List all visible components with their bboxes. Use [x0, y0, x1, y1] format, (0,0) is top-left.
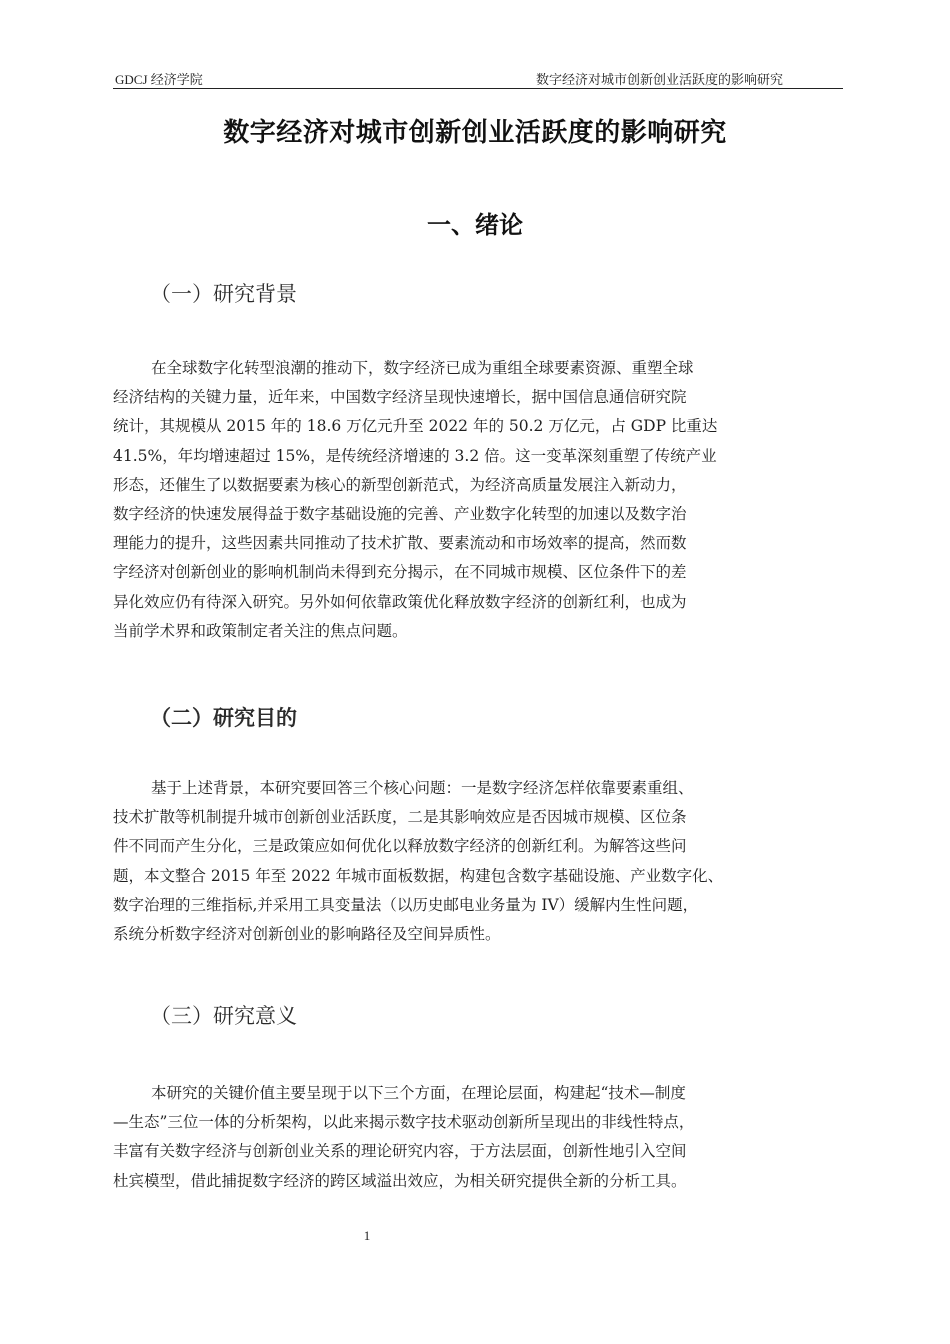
paragraph-line: 当前学术界和政策制定者关注的焦点问题。	[113, 621, 408, 640]
document-title: 数字经济对城市创新创业活跃度的影响研究	[223, 118, 727, 148]
paragraph-line: 理能力的提升，这些因素共同推动了技术扩散、要素流动和市场效率的提高，然而数	[113, 534, 687, 553]
header-right-text: 数字经济对城市创新创业活跃度的影响研究	[535, 72, 783, 87]
header-left-text: GDCJ 经济学院	[115, 72, 203, 87]
section-body-significance	[113, 1079, 837, 1196]
paragraph-line: 数字治理的三维指标,并采用工具变量法（以历史邮电业务量为 IV）缓解内生性问题，	[113, 895, 699, 914]
paragraph-line: 41.5%，年均增速超过 15%，是传统经济增速的 3.2 倍。这一变革深刻重塑了传统产业	[113, 446, 717, 465]
paragraph-line: 经济结构的关键力量，近年来，中国数字经济呈现快速增长，据中国信息通信研究院	[113, 388, 687, 407]
paragraph-line: 基于上述背景，本研究要回答三个核心问题：一是数字经济怎样依靠要素重组、	[151, 779, 694, 797]
paragraph-line: 系统分析数字经济对创新创业的影响路径及空间异质性。	[113, 925, 501, 944]
paragraph-line: 字经济对创新创业的影响机制尚未得到充分揭示，在不同城市规模、区位条件下的差	[113, 563, 687, 582]
page-header	[113, 66, 843, 89]
paragraph-line: 数字经济的快速发展得益于数字基础设施的完善、产业数字化转型的加速以及数字治	[113, 505, 687, 524]
paragraph-line: 本研究的关键价值主要呈现于以下三个方面，在理论层面，构建起“技术—制度	[151, 1084, 686, 1102]
paragraph-line: 在全球数字化转型浪潮的推动下，数字经济已成为重组全球要素资源、重塑全球	[151, 359, 694, 377]
paragraph-line: 件不同而产生分化，三是政策应如何优化以释放数字经济的创新红利。为解答这些问	[113, 837, 687, 856]
section-body-background	[113, 354, 837, 646]
paragraph-line: 丰富有关数字经济与创新创业关系的理论研究内容，于方法层面，创新性地引入空间	[113, 1142, 687, 1161]
paragraph-line: 杜宾模型，借此捕捉数字经济的跨区域溢出效应，为相关研究提供全新的分析工具。	[113, 1171, 687, 1190]
page-number: 1	[363, 1228, 371, 1243]
section-heading-background: （一）研究背景	[150, 282, 297, 306]
paragraph-line: 技术扩散等机制提升城市创新创业活跃度，二是其影响效应是否因城市规模、区位条	[113, 808, 687, 827]
section-heading-purpose: （二）研究目的	[150, 706, 297, 730]
chapter-heading: 一、绪论	[427, 211, 523, 239]
paragraph-line: 题，本文整合 2015 年至 2022 年城市面板数据，构建包含数字基础设施、产业数字化、	[113, 866, 724, 885]
paragraph-line: 形态，还催生了以数据要素为核心的新型创新范式，为经济高质量发展注入新动力，	[113, 475, 687, 494]
paragraph-line: 统计，其规模从 2015 年的 18.6 万亿元升至 2022 年的 50.2 万亿元，占 GDP 比重达	[113, 417, 718, 436]
section-body-purpose	[113, 774, 837, 949]
paragraph-line: —生态”三位一体的分析架构，以此来揭示数字技术驱动创新所呈现出的非线性特点，	[113, 1113, 695, 1132]
paragraph-line: 异化效应仍有待深入研究。另外如何依靠政策优化释放数字经济的创新红利，也成为	[113, 592, 687, 611]
section-heading-significance: （三）研究意义	[150, 1004, 297, 1028]
